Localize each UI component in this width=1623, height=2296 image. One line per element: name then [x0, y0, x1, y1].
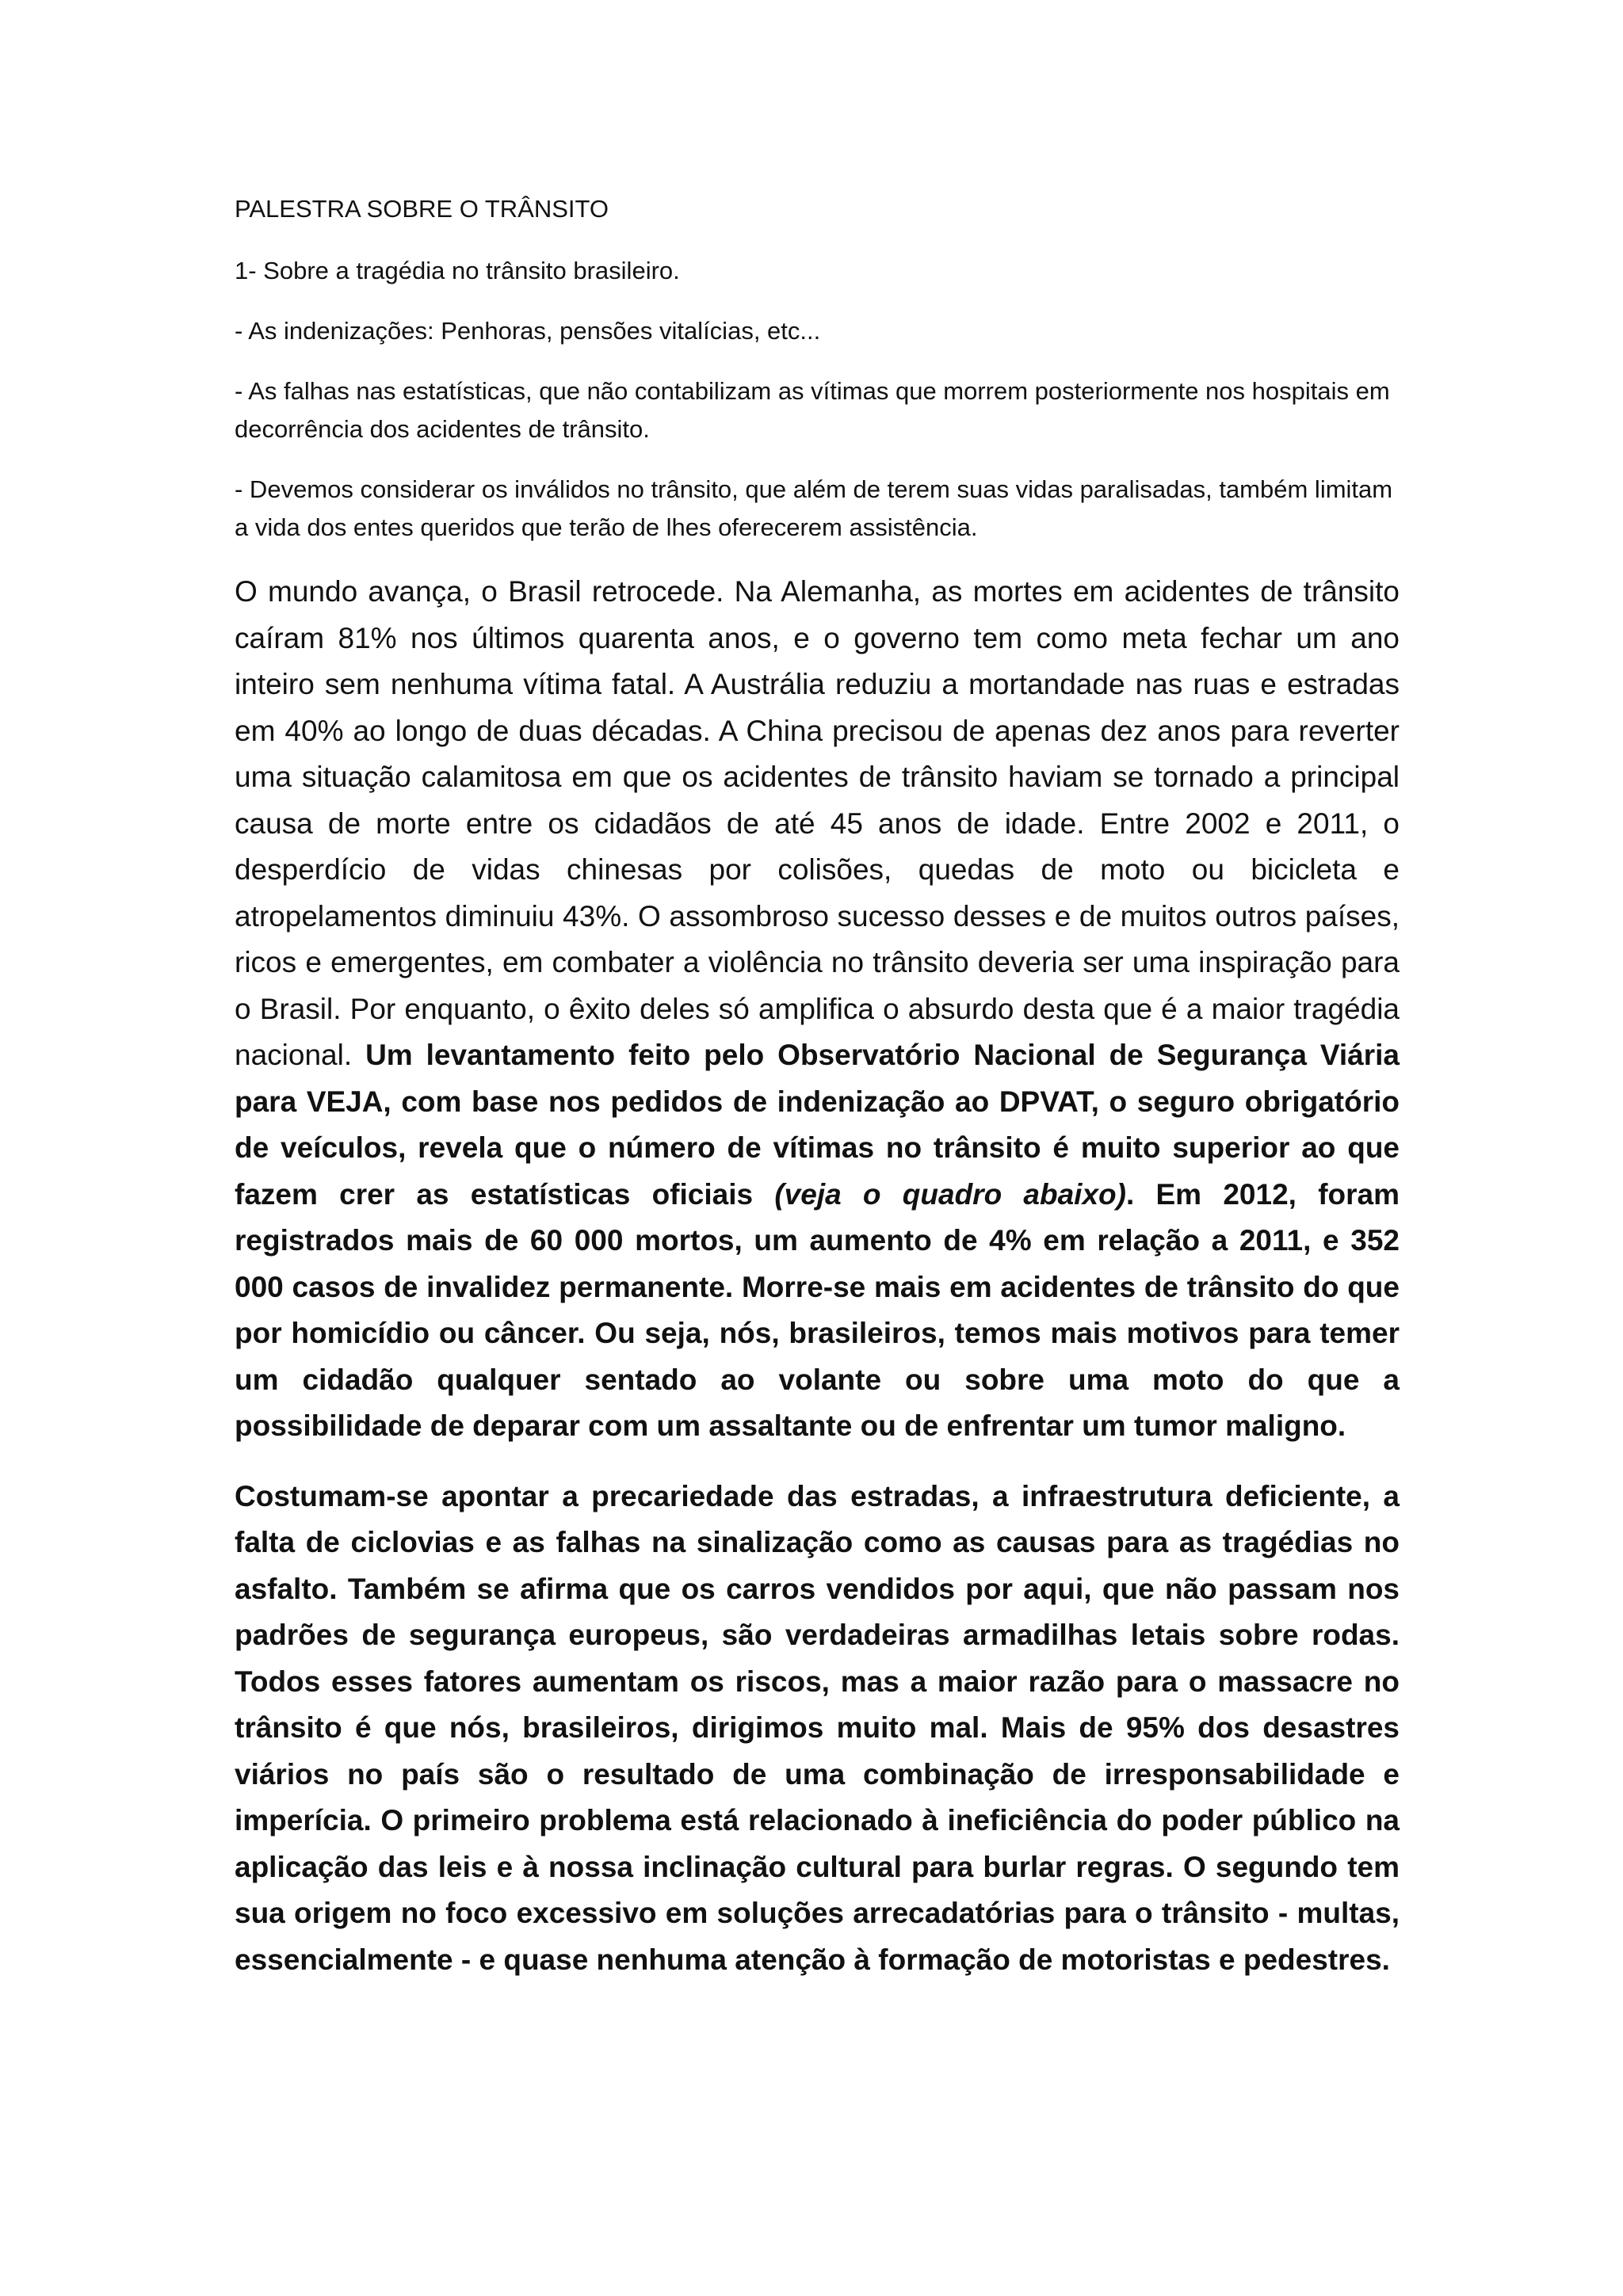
paragraph-2-bold-text: Costumam-se apontar a precariedade das estradas, a infraestrutura deficiente, a falta de ciclovias e as falhas na sinalização como as causas para as tragédias no asfalto. Também se afirma que os carros vendidos por aqui, que não passam nos padrões de segurança europeus, são verdadeiras armadilhas letais sobre rodas. Todos esses fatores aumentam os riscos, mas a maior razão para o massacre no trânsito é que nós, brasileiros, dirigimos muito mal. Mais de 95% dos desastres viários no país são o resultado de uma combinação de irresponsabilidade e imperícia. O primeiro problema está relacionado à ineficiência do poder público na aplicação das leis e à nossa inclinação cultural para burlar regras. O segundo tem sua origem no foco excessivo em soluções arrecadatórias para o trânsito - multas, essencialmente - e quase nenhuma atenção à formação de motoristas e pedestres.	[235, 1479, 1400, 1976]
paragraph-1-bold-italic-text	[774, 1178, 1126, 1211]
bullet-invalidos: - Devemos considerar os inválidos no trânsito, que além de terem suas vidas paralisadas, também limitam a vida dos entes queridos que terão de lhes oferecerem assistência.	[235, 475, 1393, 541]
paragraph-1-bold-text-a: Um levantamento feito pelo Observatório Nacional de Segurança Viária para VEJA, com base nos pedidos de indenização ao DPVAT, o seguro obrigatório de veículos, revela que o número de vítimas no trânsito é muito superior ao que fazem crer as estatísticas oficiais	[235, 1039, 1400, 1211]
paragraph-1-italic-note: (veja o quadro abaixo)	[774, 1177, 1126, 1211]
section-item-1: 1- Sobre a tragédia no trânsito brasileiro.	[235, 257, 680, 284]
bullet-indenizacoes: - As indenizações: Penhoras, pensões vitalícias, etc...	[235, 317, 821, 345]
bullet-falhas-estatisticas: - As falhas nas estatísticas, que não contabilizam as vítimas que morrem posteriormente nos hospitais em decorrência dos acidentes de trânsito.	[235, 377, 1390, 443]
paragraph-1-bold-text-b: . Em 2012, foram registrados mais de 60 000 mortos, um aumento de 4% em relação a 2011, e 352 000 casos de invalidez permanente. Morre-se mais em acidentes de trânsito do que por homicídio ou câncer. Ou seja, nós, brasileiros, temos mais motivos para temer um cidadão qualquer sentado ao volante ou sobre uma moto do que a possibilidade de deparar com um assaltante ou de enfrentar um tumor maligno.	[235, 1177, 1400, 1442]
paragraph-mundo-avanca	[235, 569, 1400, 1450]
document-title: PALESTRA SOBRE O TRÂNSITO	[235, 195, 609, 223]
paragraph-costumam-se	[235, 1474, 1400, 1984]
document-body	[235, 190, 1400, 1983]
paragraph-1-normal-text: O mundo avança, o Brasil retrocede. Na Alemanha, as mortes em acidentes de trânsito caíram 81% nos últimos quarenta anos, e o governo tem como meta fechar um ano inteiro sem nenhuma vítima fatal. A Austrália reduziu a mortandade nas ruas e estradas em 40% ao longo de duas décadas. A China precisou de apenas dez anos para reverter uma situação calamitosa em que os acidentes de trânsito haviam se tornado a principal causa de morte entre os cidadãos de até 45 anos de idade. Entre 2002 e 2011, o desperdício de vidas chinesas por colisões, quedas de moto ou bicicleta e atropelamentos diminuiu 43%. O assombroso sucesso desses e de muitos outros países, ricos e emergentes, em combater a violência no trânsito deveria ser uma inspiração para o Brasil. Por enquanto, o êxito deles só amplifica o absurdo desta que é a maior tragédia nacional.	[235, 575, 1400, 1071]
